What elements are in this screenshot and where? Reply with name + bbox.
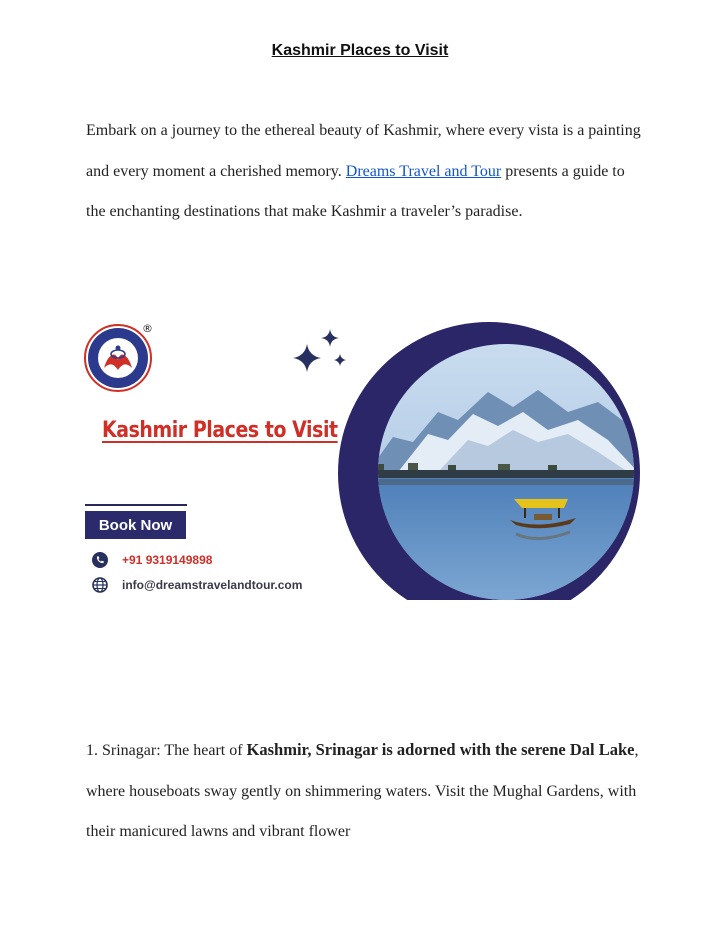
intro-text-2: presents a guide to the enchanting destinations that make Kashmir a traveler’s paradise. <box>86 162 625 220</box>
promo-banner <box>84 318 640 600</box>
phone-icon <box>92 552 108 568</box>
section-1-paragraph <box>86 730 646 853</box>
section-1-bold-text: Kashmir, Srinagar is adorned with the serene Dal Lake <box>246 740 635 759</box>
section-1-text-2: , where houseboats sway gently on shimmering waters. Visit the Mughal Gardens, with their manicured lawns and vibrant flower <box>86 742 639 840</box>
book-now-button[interactable]: Book Now <box>85 511 186 539</box>
registered-mark: ® <box>142 322 153 335</box>
divider-line <box>85 504 187 506</box>
intro-text-1: Embark on a journey to the ethereal beauty of Kashmir, where every vista is a painting and every moment a cherished memory. <box>86 122 641 180</box>
phone-number: +91 9319149898 <box>122 553 213 567</box>
document-title: Kashmir Places to Visit <box>271 42 449 59</box>
intro-paragraph <box>86 111 646 233</box>
email-address: info@dreamstravelandtour.com <box>122 578 303 592</box>
phone-contact <box>92 551 212 569</box>
banner-title: Kashmir Places to Visit <box>102 418 338 443</box>
section-1-text-1: The heart of <box>164 742 247 759</box>
email-contact <box>92 576 302 594</box>
dreams-travel-link[interactable]: Dreams Travel and Tour <box>345 162 502 180</box>
dal-lake-photo <box>338 322 640 600</box>
section-1-number: 1. <box>86 742 102 759</box>
globe-icon <box>92 577 108 593</box>
section-1-name: Srinagar: <box>102 742 165 759</box>
